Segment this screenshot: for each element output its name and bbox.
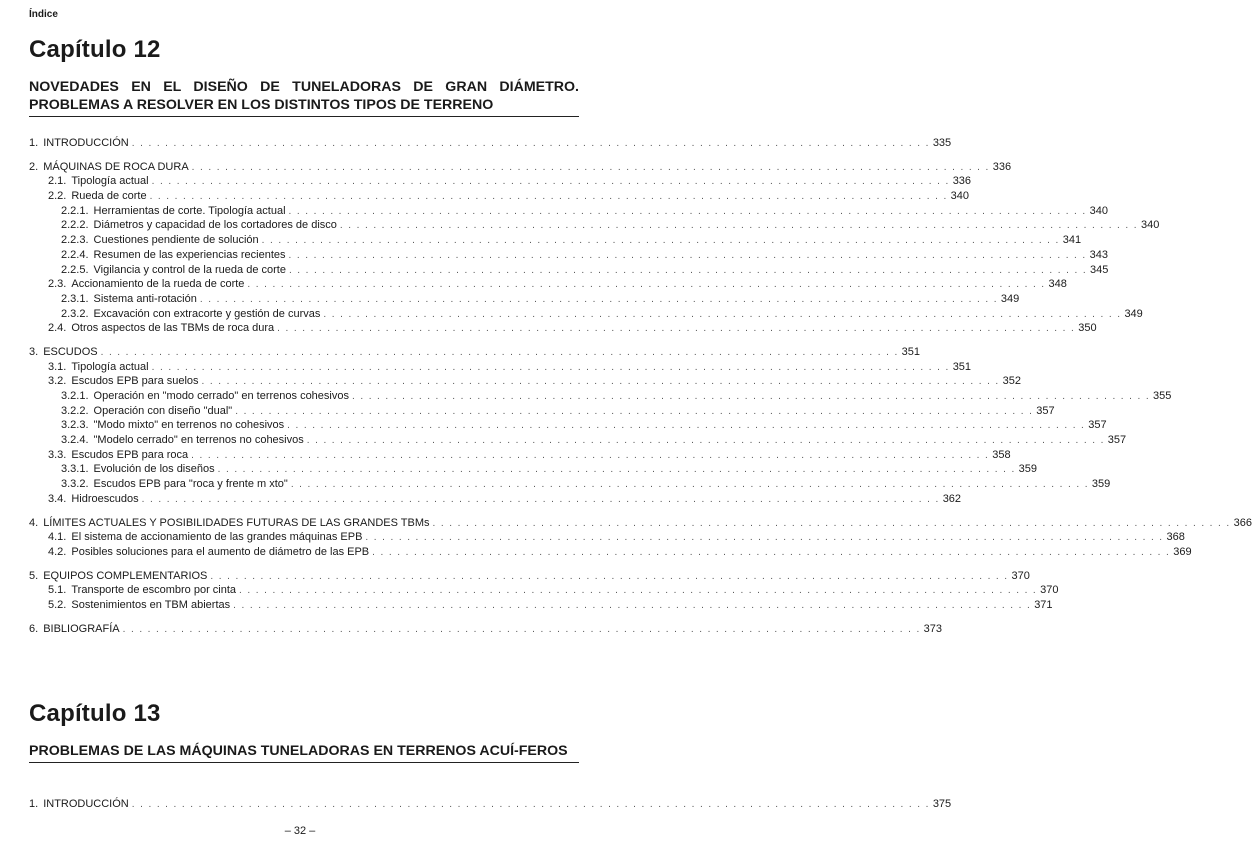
toc-entry-title: INTRODUCCIÓN [43,137,129,149]
toc-leader-dots: . . . . . . . . . . . . . . . . . . . . . . . . . . . . . . . . . . . . . . . . . . . . . . . . . . . . . . . . . . . . . . . . . . . . . . . . . . . . . . . . . . . . . . . . . . . . . . . . [365,532,1164,544]
toc-section-gap [29,613,581,622]
toc-entry-title: "Modo mixto" en terrenos no cohesivos [93,419,285,432]
toc-entry-number: 3.2. [48,375,67,388]
toc-leader-dots: . . . . . . . . . . . . . . . . . . . . . . . . . . . . . . . . . . . . . . . . . . . . . . . . . . . . . . . . . . . . . . . . . . . . . . . . . . . . . . . . . . . . . . . . . . . . . . . . [323,308,1122,320]
toc-entry[interactable] [29,569,1030,584]
toc-section-gap [29,151,581,160]
toc-section-gap [29,507,581,516]
toc-entry[interactable] [29,462,1038,477]
toc-entry-page: 351 [901,345,921,358]
toc-leader-dots: . . . . . . . . . . . . . . . . . . . . . . . . . . . . . . . . . . . . . . . . . . . . . . . . . . . . . . . . . . . . . . . . . . . . . . . . . . . . . . . . . . . . . . . . . . . . . . . . [191,449,990,461]
toc-entry-number: 2.3. [48,278,67,291]
toc-entry[interactable] [29,389,1172,404]
toc-entry-page: 357 [1088,419,1107,432]
toc-entry[interactable] [29,160,1012,175]
toc-entry[interactable] [29,598,1053,613]
toc-entry-title: Operación en "modo cerrado" en terrenos cohesivos [93,390,349,402]
toc-entry[interactable] [29,307,1143,322]
toc-entry-number: 2. [29,160,39,173]
toc-entry[interactable] [29,218,1160,233]
toc-leader-dots: . . . . . . . . . . . . . . . . . . . . . . . . . . . . . . . . . . . . . . . . . . . . . . . . . . . . . . . . . . . . . . . . . . . . . . . . . . . . . . . . . . . . . . . . . . . . . . . . [199,293,998,305]
toc-entry[interactable] [29,360,972,375]
toc-entry-number: 3.3. [48,448,67,461]
toc-entry-title: ESCUDOS [43,345,98,358]
toc-entry-title: Tipología actual [71,360,149,373]
toc-section-gap [29,336,581,345]
toc-entry-page: 359 [1091,478,1111,491]
toc-entry[interactable] [29,174,972,189]
toc-entry-number: 3.2.2. [61,404,89,417]
toc-entry-number: 3.3.2. [61,478,89,491]
toc-entry-title: Rueda de corte [71,190,147,203]
toc-entry-number: 4.2. [48,545,67,558]
toc-entry-number: 4.1. [48,531,67,544]
toc-entry-number: 2.1. [48,175,67,188]
chapter-12-title: Capítulo 12 [29,36,161,63]
toc-entry[interactable] [29,492,962,507]
toc-leader-dots: . . . . . . . . . . . . . . . . . . . . . . . . . . . . . . . . . . . . . . . . . . . . . . . . . . . . . . . . . . . . . . . . . . . . . . . . . . . . . . . . . . . . . . . . . . . . . . . . [191,161,990,173]
toc-entry[interactable] [29,583,1059,598]
toc-entry-number: 5. [29,569,39,582]
toc-entry-title: Sistema anti-rotación [93,292,197,305]
toc-entry-page: 373 [923,622,943,635]
chapter-13-toc [29,797,952,812]
toc-leader-dots: . . . . . . . . . . . . . . . . . . . . . . . . . . . . . . . . . . . . . . . . . . . . . . . . . . . . . . . . . . . . . . . . . . . . . . . . . . . . . . . . . . . . . . . . . . . . . . . . [288,249,1087,261]
toc-entry-page: 352 [1002,375,1021,388]
toc-entry-title: Sostenimientos en TBM abiertas [71,598,231,611]
toc-entry-title: Posibles soluciones para el aumento de diámetro de las EPB [71,545,370,558]
toc-entry-number: 3.3.1. [61,463,89,476]
toc-entry-page: 370 [1011,569,1030,582]
toc-entry-page: 371 [1034,598,1053,611]
toc-entry-title: BIBLIOGRAFÍA [43,622,120,635]
toc-leader-dots: . . . . . . . . . . . . . . . . . . . . . . . . . . . . . . . . . . . . . . . . . . . . . . . . . . . . . . . . . . . . . . . . . . . . . . . . . . . . . . . . . . . . . . . . . . . . . . . . [131,799,930,810]
toc-entry[interactable] [29,233,1082,248]
toc-entry-page: 369 [1173,545,1192,558]
toc-entry-title: MÁQUINAS DE ROCA DURA [43,160,189,173]
toc-leader-dots: . . . . . . . . . . . . . . . . . . . . . . . . . . . . . . . . . . . . . . . . . . . . . . . . . . . . . . . . . . . . . . . . . . . . . . . . . . . . . . . . . . . . . . . . . . . . . . . . [339,220,1138,232]
toc-entry-page: 336 [992,160,1012,173]
toc-entry[interactable] [29,797,952,812]
toc-entry[interactable] [29,516,1252,531]
toc-entry[interactable] [29,477,1111,492]
toc-leader-dots: . . . . . . . . . . . . . . . . . . . . . . . . . . . . . . . . . . . . . . . . . . . . . . . . . . . . . . . . . . . . . . . . . . . . . . . . . . . . . . . . . . . . . . . . . . . . . . . . [306,435,1105,447]
toc-entry-page: 341 [1062,234,1082,247]
toc-entry-number: 3.2.1. [61,390,89,402]
toc-entry-number: 2.4. [48,322,67,335]
toc-entry-number: 2.3.1. [61,292,89,305]
toc-entry-title: Escudos EPB para suelos [71,375,199,388]
toc-leader-dots: . . . . . . . . . . . . . . . . . . . . . . . . . . . . . . . . . . . . . . . . . . . . . . . . . . . . . . . . . . . . . . . . . . . . . . . . . . . . . . . . . . . . . . . . . . . . . . . . [217,464,1016,476]
toc-entry-title: Escudos EPB para roca [71,448,189,461]
toc-entry[interactable] [29,374,1021,389]
toc-leader-dots: . . . . . . . . . . . . . . . . . . . . . . . . . . . . . . . . . . . . . . . . . . . . . . . . . . . . . . . . . . . . . . . . . . . . . . . . . . . . . . . . . . . . . . . . . . . . . . . . [122,623,921,635]
toc-entry-page: 362 [942,492,962,505]
toc-entry-page: 345 [1090,263,1109,276]
toc-entry-title: Escudos EPB para "roca y frente m xto" [93,478,288,491]
toc-entry-title: LÍMITES ACTUALES Y POSIBILIDADES FUTURAS DE LAS GRANDES TBMs [43,516,430,529]
toc-leader-dots: . . . . . . . . . . . . . . . . . . . . . . . . . . . . . . . . . . . . . . . . . . . . . . . . . . . . . . . . . . . . . . . . . . . . . . . . . . . . . . . . . . . . . . . . . . . . . . . . [288,264,1088,276]
toc-entry-number: 2.2. [48,190,67,203]
toc-entry-title: Accionamiento de la rueda de corte [71,278,245,291]
index-header-label: Índice [29,9,58,20]
toc-leader-dots: . . . . . . . . . . . . . . . . . . . . . . . . . . . . . . . . . . . . . . . . . . . . . . . . . . . . . . . . . . . . . . . . . . . . . . . . . . . . . . . . . . . . . . . . . . . . . . . . [131,138,930,149]
toc-entry-page: 368 [1166,531,1185,544]
toc-entry-title: Herramientas de corte. Tipología actual [93,204,286,217]
toc-entry-page: 351 [952,360,972,373]
toc-entry-number: 6. [29,622,39,635]
toc-leader-dots: . . . . . . . . . . . . . . . . . . . . . . . . . . . . . . . . . . . . . . . . . . . . . . . . . . . . . . . . . . . . . . . . . . . . . . . . . . . . . . . . . . . . . . . . . . . . . . . . [151,361,950,373]
toc-entry-title: Resumen de las experiencias recientes [93,248,286,261]
toc-entry-page: 370 [1040,584,1059,597]
toc-entry[interactable] [29,530,1185,545]
toc-entry[interactable] [29,248,1108,263]
toc-leader-dots: . . . . . . . . . . . . . . . . . . . . . . . . . . . . . . . . . . . . . . . . . . . . . . . . . . . . . . . . . . . . . . . . . . . . . . . . . . . . . . . . . . . . . . . . . . . . . . . . [141,493,940,505]
toc-entry-page: 366 [1233,516,1252,529]
toc-leader-dots: . . . . . . . . . . . . . . . . . . . . . . . . . . . . . . . . . . . . . . . . . . . . . . . . . . . . . . . . . . . . . . . . . . . . . . . . . . . . . . . . . . . . . . . . . . . . . . . . [149,191,948,203]
toc-entry[interactable] [29,545,1192,560]
toc-entry-page: 350 [1078,322,1097,335]
toc-entry-number: 2.2.4. [61,248,89,261]
toc-entry-title: Vigilancia y control de la rueda de corte [93,263,286,276]
toc-entry[interactable] [29,321,1097,336]
toc-entry-page: 359 [1018,463,1038,476]
toc-entry-page: 340 [1140,219,1160,232]
toc-entry[interactable] [29,345,921,360]
toc-entry[interactable] [29,404,1055,419]
toc-entry-number: 3.1. [48,360,67,373]
page-number: – 32 – [284,825,316,837]
toc-entry-title: Cuestiones pendiente de solución [93,234,259,247]
toc-entry-page: 357 [1107,434,1127,447]
toc-entry-title: Hidroescudos [71,492,139,505]
toc-entry-number: 2.2.3. [61,234,89,247]
toc-entry-title: Excavación con extracorte y gestión de curvas [93,307,321,320]
toc-entry-page: 343 [1089,248,1108,261]
toc-entry-title: Tipología actual [71,175,149,188]
toc-entry[interactable] [29,622,943,637]
toc-entry-number: 3.2.3. [61,419,89,432]
toc-entry-title: INTRODUCCIÓN [43,798,129,810]
chapter-12-toc [29,136,1252,636]
toc-entry-number: 3.2.4. [61,434,89,447]
toc-section-gap [29,560,581,569]
toc-leader-dots: . . . . . . . . . . . . . . . . . . . . . . . . . . . . . . . . . . . . . . . . . . . . . . . . . . . . . . . . . . . . . . . . . . . . . . . . . . . . . . . . . . . . . . . . . . . . . . . . [432,517,1231,529]
chapter-13-title: Capítulo 13 [29,700,161,727]
toc-leader-dots: . . . . . . . . . . . . . . . . . . . . . . . . . . . . . . . . . . . . . . . . . . . . . . . . . . . . . . . . . . . . . . . . . . . . . . . . . . . . . . . . . . . . . . . . . . . . . . . . [201,376,1000,388]
toc-leader-dots: . . . . . . . . . . . . . . . . . . . . . . . . . . . . . . . . . . . . . . . . . . . . . . . . . . . . . . . . . . . . . . . . . . . . . . . . . . . . . . . . . . . . . . . . . . . . . . . . [277,323,1076,335]
toc-leader-dots: . . . . . . . . . . . . . . . . . . . . . . . . . . . . . . . . . . . . . . . . . . . . . . . . . . . . . . . . . . . . . . . . . . . . . . . . . . . . . . . . . . . . . . . . . . . . . . . . [290,479,1089,491]
toc-leader-dots: . . . . . . . . . . . . . . . . . . . . . . . . . . . . . . . . . . . . . . . . . . . . . . . . . . . . . . . . . . . . . . . . . . . . . . . . . . . . . . . . . . . . . . . . . . . . . . . . [372,546,1171,558]
toc-entry-number: 2.2.2. [61,219,89,232]
toc-leader-dots: . . . . . . . . . . . . . . . . . . . . . . . . . . . . . . . . . . . . . . . . . . . . . . . . . . . . . . . . . . . . . . . . . . . . . . . . . . . . . . . . . . . . . . . . . . . . . . . . [287,420,1086,432]
toc-leader-dots: . . . . . . . . . . . . . . . . . . . . . . . . . . . . . . . . . . . . . . . . . . . . . . . . . . . . . . . . . . . . . . . . . . . . . . . . . . . . . . . . . . . . . . . . . . . . . . . . [239,585,1038,597]
toc-entry-number: 5.2. [48,598,67,611]
toc-entry-page: 357 [1036,404,1055,417]
toc-entry-number: 3.4. [48,492,67,505]
toc-entry-title: EQUIPOS COMPLEMENTARIOS [43,569,208,582]
toc-entry-page: 375 [932,798,952,810]
toc-entry-title: Operación con diseño "dual" [93,404,233,417]
toc-leader-dots: . . . . . . . . . . . . . . . . . . . . . . . . . . . . . . . . . . . . . . . . . . . . . . . . . . . . . . . . . . . . . . . . . . . . . . . . . . . . . . . . . . . . . . . . . . . . . . . . [151,176,950,188]
toc-entry[interactable] [29,277,1067,292]
toc-entry-number: 4. [29,516,39,529]
toc-entry[interactable] [29,204,1108,219]
toc-entry-title: Otros aspectos de las TBMs de roca dura [71,322,275,335]
toc-entry-number: 3. [29,345,39,358]
toc-entry-number: 1. [29,137,39,149]
toc-entry-title: Diámetros y capacidad de los cortadores de disco [93,219,337,232]
toc-entry-number: 2.2.5. [61,263,89,276]
toc-leader-dots: . . . . . . . . . . . . . . . . . . . . . . . . . . . . . . . . . . . . . . . . . . . . . . . . . . . . . . . . . . . . . . . . . . . . . . . . . . . . . . . . . . . . . . . . . . . . . . . . [233,599,1032,611]
toc-entry-number: 1. [29,798,39,810]
toc-entry-title: "Modelo cerrado" en terrenos no cohesivos [93,434,304,447]
toc-entry[interactable] [29,433,1127,448]
toc-leader-dots: . . . . . . . . . . . . . . . . . . . . . . . . . . . . . . . . . . . . . . . . . . . . . . . . . . . . . . . . . . . . . . . . . . . . . . . . . . . . . . . . . . . . . . . . . . . . . . . . [351,391,1151,402]
toc-entry[interactable] [29,292,1020,307]
toc-entry-page: 349 [1124,307,1143,320]
toc-entry-page: 336 [952,175,972,188]
toc-leader-dots: . . . . . . . . . . . . . . . . . . . . . . . . . . . . . . . . . . . . . . . . . . . . . . . . . . . . . . . . . . . . . . . . . . . . . . . . . . . . . . . . . . . . . . . . . . . . . . . . [210,570,1009,582]
toc-entry-page: 340 [950,190,969,203]
toc-leader-dots: . . . . . . . . . . . . . . . . . . . . . . . . . . . . . . . . . . . . . . . . . . . . . . . . . . . . . . . . . . . . . . . . . . . . . . . . . . . . . . . . . . . . . . . . . . . . . . . . [100,346,899,358]
toc-entry-page: 349 [1000,292,1020,305]
toc-leader-dots: . . . . . . . . . . . . . . . . . . . . . . . . . . . . . . . . . . . . . . . . . . . . . . . . . . . . . . . . . . . . . . . . . . . . . . . . . . . . . . . . . . . . . . . . . . . . . . . . [235,405,1034,417]
toc-leader-dots: . . . . . . . . . . . . . . . . . . . . . . . . . . . . . . . . . . . . . . . . . . . . . . . . . . . . . . . . . . . . . . . . . . . . . . . . . . . . . . . . . . . . . . . . . . . . . . . . [247,279,1046,291]
toc-entry-page: 348 [1048,278,1067,291]
toc-entry-page: 355 [1153,390,1172,402]
toc-leader-dots: . . . . . . . . . . . . . . . . . . . . . . . . . . . . . . . . . . . . . . . . . . . . . . . . . . . . . . . . . . . . . . . . . . . . . . . . . . . . . . . . . . . . . . . . . . . . . . . . [261,235,1060,247]
toc-entry-number: 2.2.1. [61,204,89,217]
toc-entry-page: 358 [992,448,1011,461]
toc-entry[interactable] [29,448,1011,463]
toc-entry-page: 340 [1089,204,1108,217]
toc-entry[interactable] [29,418,1107,433]
toc-entry-number: 5.1. [48,584,67,597]
toc-entry-title: El sistema de accionamiento de las grandes máquinas EPB [71,531,363,544]
toc-entry-number: 2.3.2. [61,307,89,320]
toc-entry[interactable] [29,136,952,151]
toc-entry[interactable] [29,189,969,204]
chapter-13-subtitle: PROBLEMAS DE LAS MÁQUINAS TUNELADORAS EN TERRENOS ACUÍ-FEROS [29,742,579,763]
toc-entry-title: Transporte de escombro por cinta [71,584,237,597]
toc-entry-title: Evolución de los diseños [93,463,215,476]
toc-entry[interactable] [29,263,1109,278]
chapter-12-subtitle: NOVEDADES EN EL DISEÑO DE TUNELADORAS DE GRAN DIÁMETRO. PROBLEMAS A RESOLVER EN LOS DISTINTOS TIPOS DE TERRENO [29,78,579,117]
toc-leader-dots: . . . . . . . . . . . . . . . . . . . . . . . . . . . . . . . . . . . . . . . . . . . . . . . . . . . . . . . . . . . . . . . . . . . . . . . . . . . . . . . . . . . . . . . . . . . . . . . . [288,205,1087,217]
toc-entry-page: 335 [932,137,952,149]
